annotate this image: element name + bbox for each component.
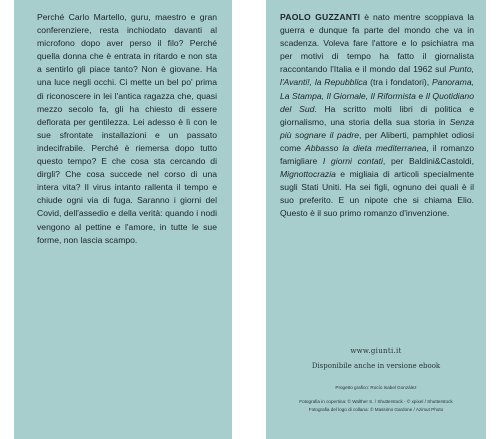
bio-text: , per Baldini&Castoldi,: [382, 156, 474, 167]
ebook-availability: Disponibile anche in versione ebook: [311, 362, 441, 370]
bio-text: e migliaia di articoli specialmente sugli Stati Uniti. Ha sei figli, ognuno dei quali è il suo preferito. E un nipote che si chiama Elio. Questo è il suo primo romanzo d'invenzione.: [280, 169, 474, 219]
bio-text: e: [415, 90, 426, 101]
bio-text: (tra i fondatori),: [367, 77, 432, 88]
bio-book-title: I giorni contati: [322, 156, 383, 167]
author-name: PAOLO GUZZANTI: [280, 12, 361, 22]
bio-text: , per Aliberti, pamphlet odiosi come: [280, 129, 474, 153]
synopsis-text: Perché Carlo Martello, guru, maestro e gran conferenziere, resta inchiodato davanti al microfono dopo aver perso il filo? Perché quella donna che è entrata in ritardo e non sta a sentirlo gli piace tanto? Non è giovane. Ha una luce negli occhi. Ci mette un bel po' prima di riconoscere in lei l'antica ragazza che, quasi mezzo secolo fa, gli ha chiesto di essere deflorata per gentilezza. Lei adesso è lì con le sue sfrontate installazioni e un passato indecifrabile. Perché è riemersa dopo tutto questo tempo? E che cosa sta cercando di dirgli? Che cosa succede nel corso di una intera vita? Il virus intanto rallenta il tempo e chiude ogni via di fuga. Saranno i giorni del Covid, dell'assedio e della verità: quando i nodi vengono al pettine e l'amore, in tutte le sue forme, non lascia scampo.: [37, 12, 217, 245]
bio-publication: Punto, l'Avanti!, la Repubblica: [280, 64, 474, 88]
bio-text: . Ha scritto molti libri di politica e giornalismo, una storia della sua storia in: [280, 103, 474, 127]
author-bio: [280, 11, 474, 221]
bio-text: , il romanzo famigliare: [280, 142, 475, 167]
bio-text: è nato mentre scoppiava la guerra e dunque fa parte del mondo che va in scadenza. Voleva fare l'attore e lo psichiatra ma per motivi di tempo ha fatto il giornalista raccontando l'Italia e il mondo dal 1962 sul: [280, 12, 475, 75]
bio-book-title: Abbasso la dieta mediterranea: [305, 142, 427, 153]
bio-publication: Il Quotidiano del Sud: [280, 90, 474, 114]
publisher-website: www.giunti.it: [350, 347, 402, 355]
logo-photo-credit: Fotografia del logo di collana: © Massimo Gardone / Azimut Photo: [308, 406, 444, 412]
bio-book-title: Mignottocrazia: [280, 169, 336, 180]
bio-publication: Panorama, La Stampa, Il Giornale, Il Riformista: [280, 77, 474, 101]
photo-credits: [266, 398, 486, 413]
right-flap: [266, 0, 486, 439]
design-credit: Progetto grafico: Rocío Isabel González: [335, 385, 417, 390]
cover-photo-credit: Fotografia in copertina: © Walther S. / Shutterstock - © xpixel / Shutterstock: [299, 399, 453, 404]
left-flap: [14, 0, 232, 439]
bio-book-title: Senza più sognare il padre: [280, 116, 474, 140]
